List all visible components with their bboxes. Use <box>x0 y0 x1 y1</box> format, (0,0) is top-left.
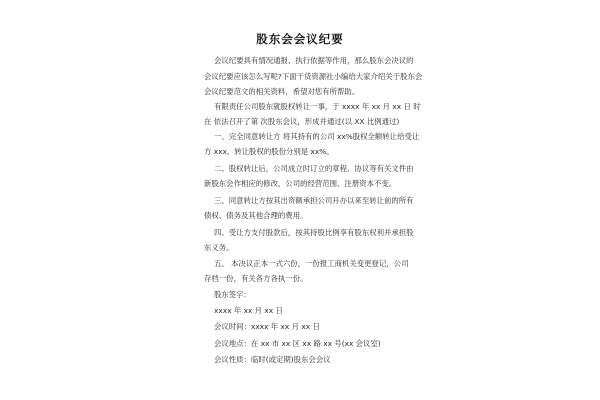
paragraph-line: 五、 本决议正本一式六份，一份报工商机关变更登记，公司 <box>214 259 409 268</box>
paragraph-line: 存档一份，有关各方各执一份。 <box>204 274 308 283</box>
paragraph-line: 四、受让方支付股款后，按其持股比例享有股东权利并承担股 <box>214 228 414 237</box>
document-title: 股东会会议纪要 <box>256 32 344 46</box>
meeting-location: 会议地点：在 xx 市 xx 区 xx 路 xx 号(xx 会议室) <box>214 339 381 348</box>
signature-date: xxxx 年 xx 月 xx 日 <box>214 306 283 315</box>
paragraph-line: 债权、债务及其他合理的费用。 <box>204 211 308 220</box>
paragraph-line: 一、完全同意转让方 将其持有的公司 xx%股权全额转让给受让 <box>214 132 420 141</box>
paragraph-line: 会议纪要应该怎么写呢?下面干货资源社小编给大家介绍关于股东会 <box>204 72 423 81</box>
paragraph-line: 二、股权转让后，公司成立时订立的章程、协议等有关文件由 <box>214 164 414 173</box>
paragraph-line: 新股东会作相应的修改，公司的经营范围、注册资本不变。 <box>204 179 397 188</box>
meeting-time: 会议时间：xxxx 年 xx 月 xx 日 <box>214 322 320 331</box>
paragraph-line: 东义务。 <box>204 243 234 252</box>
signature-label: 股东签字: <box>214 290 247 299</box>
paragraph-line: 会议纪要范文的相关资料，希望对您有所帮助。 <box>204 87 360 96</box>
paragraph-line: 在 依法召开了第 次股东会议，形成并通过(以 XX 比例通过) <box>204 117 400 126</box>
paragraph-line: 有限责任公司股东就股权转让一事，于 xxxx 年 xx 月 xx 日 时 <box>214 102 421 111</box>
paragraph-line: 三、同意转让方按其出资额承担公司开办以来至转让前的所有 <box>214 196 414 205</box>
paragraph-line: 会议纪要具有情况通报、执行依据等作用，那么股东会决议的 <box>214 56 414 65</box>
paragraph-line: 方 xxx，转让股权的股份分别是 xx%。 <box>204 147 334 156</box>
meeting-type: 会议性质：临时(或定期)股东会会议 <box>214 355 331 364</box>
